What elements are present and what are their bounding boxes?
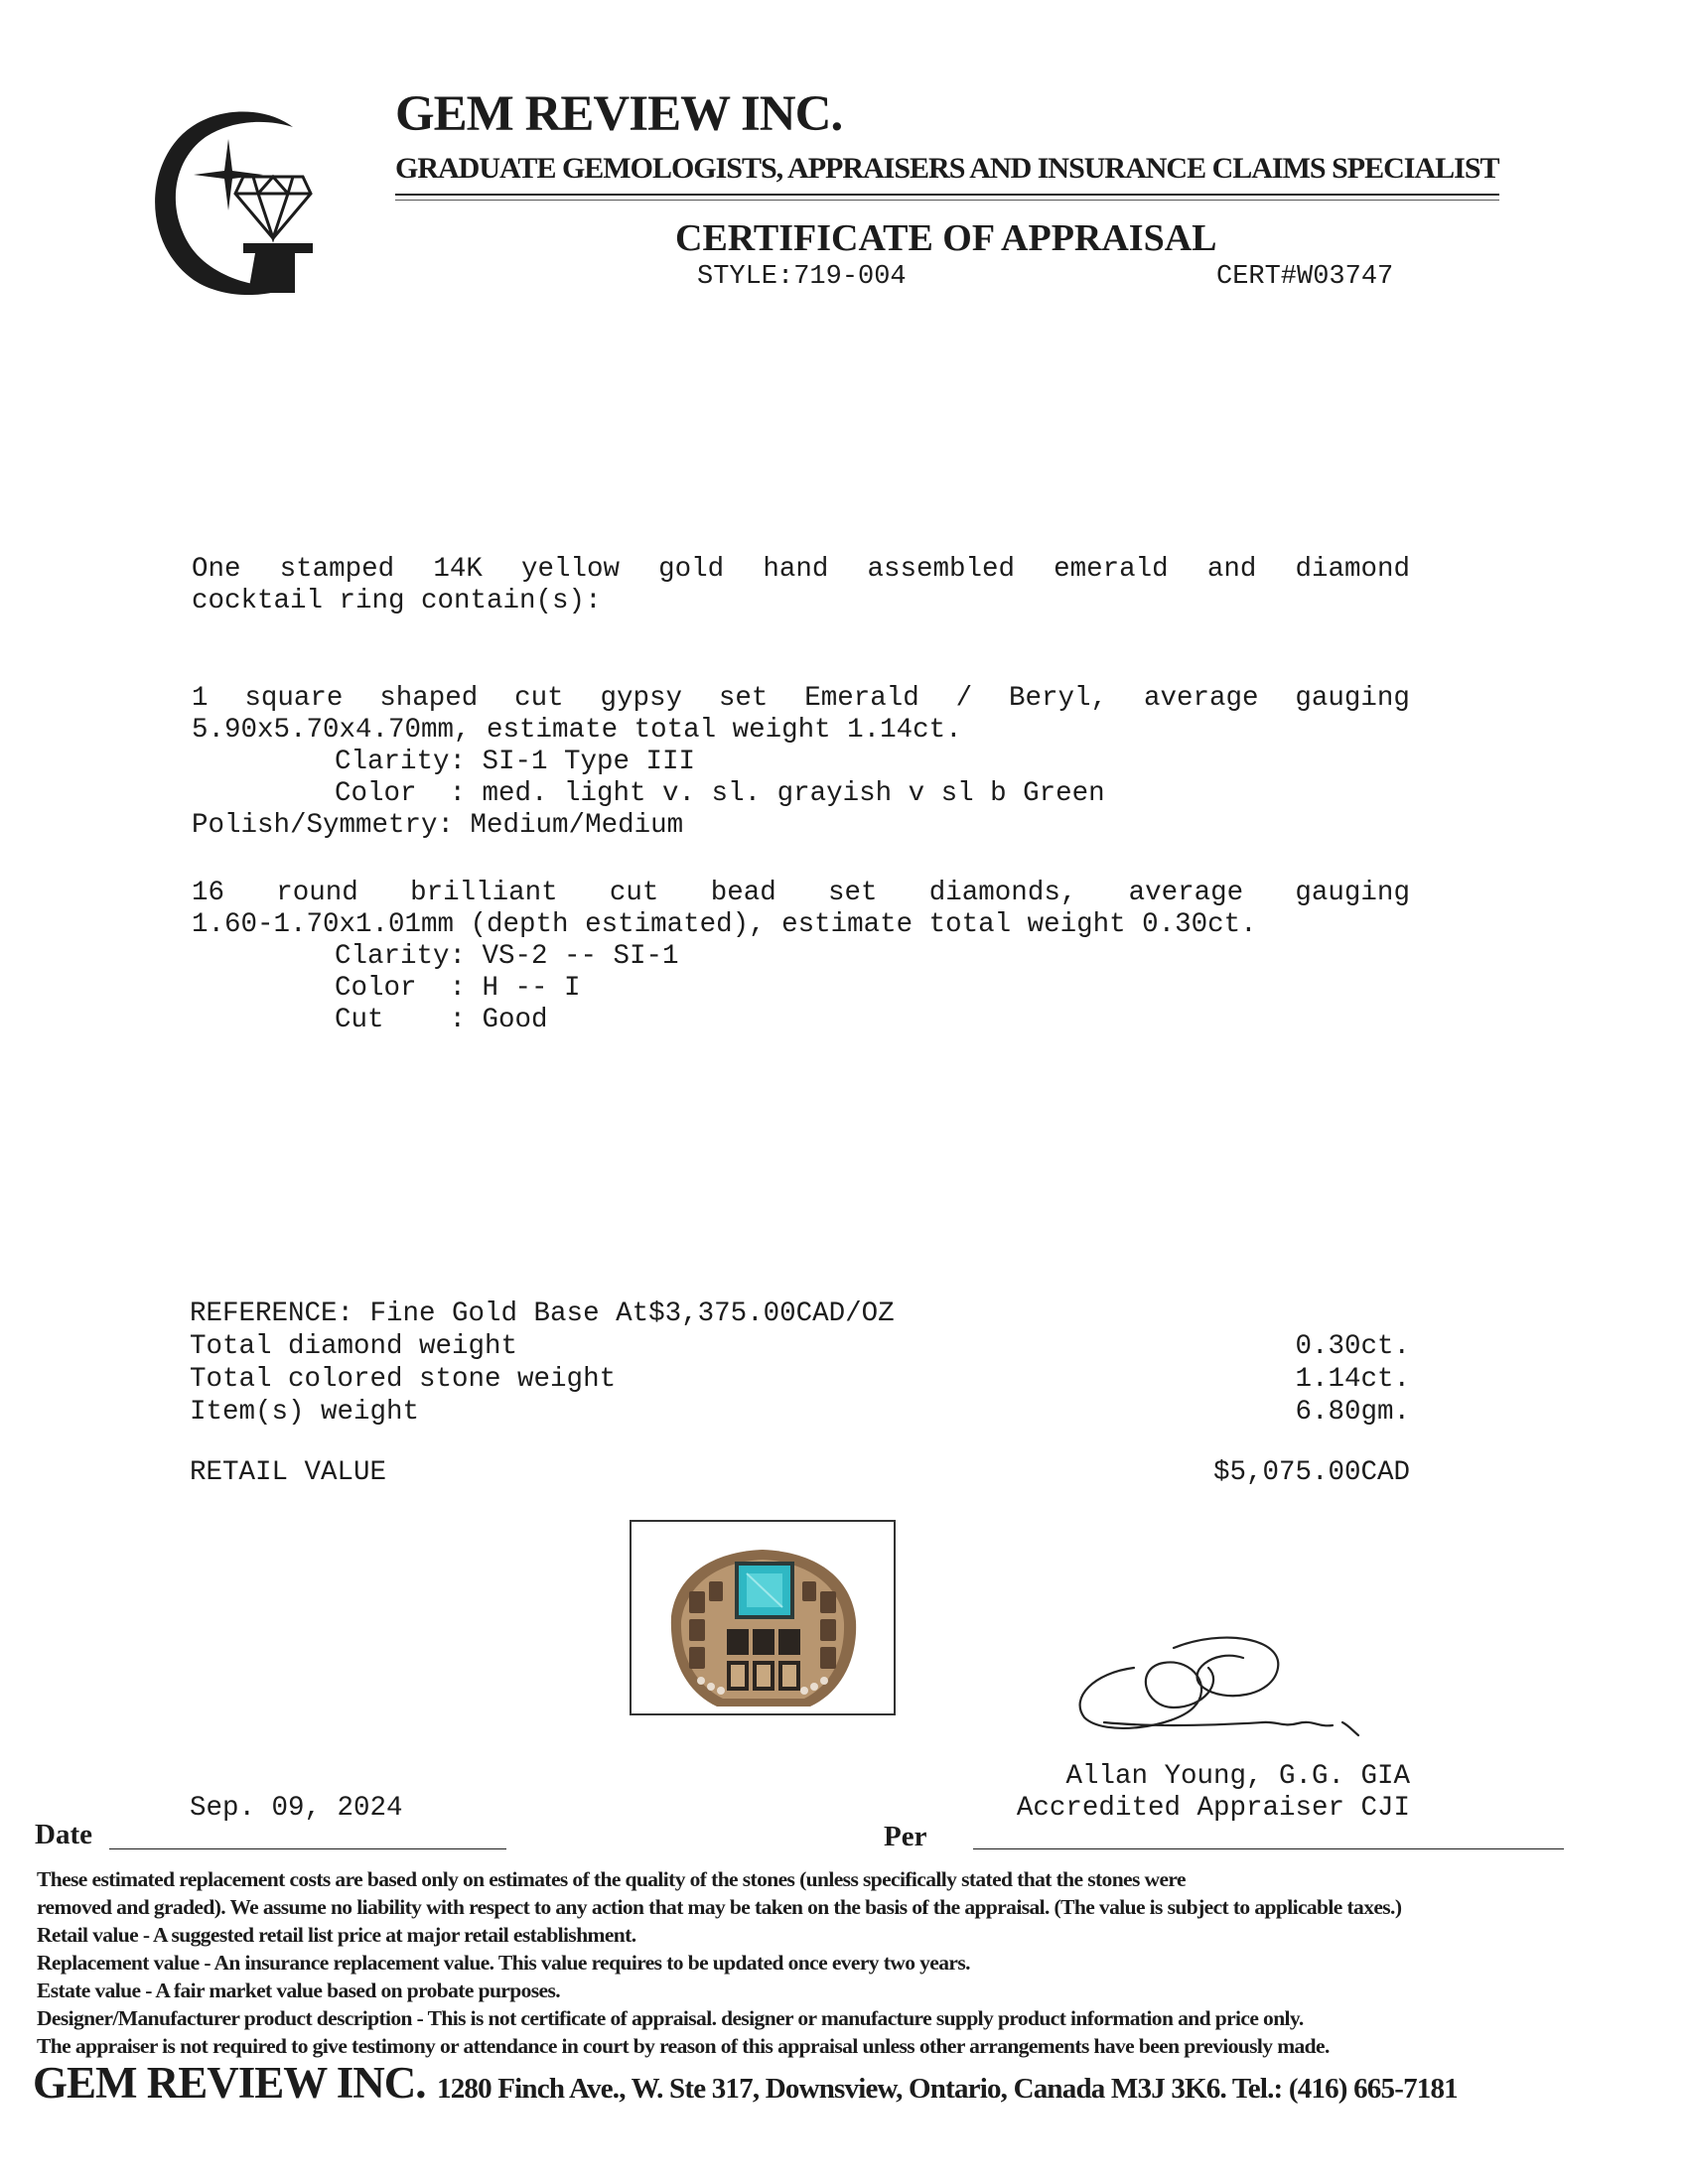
summary-label: Total colored stone weight [190, 1364, 617, 1395]
header-rule [395, 194, 1499, 196]
diamond-description-line: 1.60-1.70x1.01mm (depth estimated), estimate total weight 0.30ct. [192, 909, 1257, 940]
item-description-line [192, 556, 1410, 584]
disclaimer-line: removed and graded). We assume no liability with respect to any action that may be taken on the basis of the appraisal. (The value is subject to applicable taxes.) [37, 1895, 1402, 1919]
word: diamond [1295, 554, 1410, 585]
summary-value: 6.80gm. [1295, 1397, 1410, 1428]
item-description-line: cocktail ring contain(s): [192, 586, 602, 616]
emerald-polish: Polish/Symmetry: Medium/Medium [192, 810, 684, 841]
certificate-title: CERTIFICATE OF APPRAISAL [675, 217, 1217, 259]
word: One [192, 554, 241, 585]
retail-value: $5,075.00CAD [1212, 1457, 1410, 1488]
word: brilliant [410, 878, 558, 908]
footer-company: GEM REVIEW INC. [33, 2058, 426, 2108]
word: gauging [1295, 683, 1410, 714]
word: cut [609, 878, 659, 908]
word: gypsy [600, 683, 683, 714]
word: bead [710, 878, 776, 908]
summary-label: Total diamond weight [190, 1331, 518, 1362]
word: 14K [433, 554, 483, 585]
word: 16 [192, 878, 225, 908]
diamond-color: Color : H -- I [335, 973, 581, 1004]
word: / [955, 683, 973, 714]
word: Emerald [804, 683, 919, 714]
emerald-description-line [192, 685, 1410, 713]
ring-photo-icon [632, 1522, 894, 1713]
emerald-color: Color : med. light v. sl. grayish v sl b Green [335, 778, 1105, 809]
certificate-number: CERT#W03747 [1216, 262, 1394, 292]
summary-label: Item(s) weight [190, 1397, 420, 1428]
emerald-clarity: Clarity: SI-1 Type III [335, 747, 696, 777]
summary-value: 0.30ct. [1295, 1331, 1410, 1362]
appraiser-name: Allan Young, G.G. GIA [1065, 1761, 1410, 1792]
word: gold [658, 554, 725, 585]
appraisal-date: Sep. 09, 2024 [190, 1793, 403, 1824]
date-underline [109, 1848, 506, 1849]
emerald-description-line: 5.90x5.70x4.70mm, estimate total weight 1.14ct. [192, 715, 962, 746]
appraiser-title: Accredited Appraiser CJI [1016, 1793, 1410, 1824]
word: set [828, 878, 878, 908]
per-label: Per [884, 1821, 927, 1852]
ring-photo [630, 1520, 896, 1715]
retail-value-label: RETAIL VALUE [190, 1457, 387, 1488]
disclaimer-line: These estimated replacement costs are based only on estimates of the quality of the stones (unless specifically stated that the stones were [37, 1867, 1186, 1891]
style-number: STYLE:719-004 [697, 262, 907, 292]
summary-value: 1.14ct. [1295, 1364, 1410, 1395]
per-underline [973, 1848, 1564, 1849]
signature-icon [1064, 1628, 1382, 1747]
word: assembled [867, 554, 1015, 585]
word: shaped [379, 683, 479, 714]
gold-reference: REFERENCE: Fine Gold Base At$3,375.00CAD/OZ [190, 1298, 895, 1329]
word: 1 [192, 683, 209, 714]
word: round [276, 878, 358, 908]
word: yellow [520, 554, 621, 585]
gem-review-logo-icon [144, 99, 333, 298]
disclaimer-line: Retail value - A suggested retail list price at major retail establishment. [37, 1923, 636, 1947]
word: hand [763, 554, 829, 585]
diamond-description-line [192, 880, 1410, 907]
header-rule [395, 200, 1499, 201]
word: emerald [1054, 554, 1169, 585]
disclaimer-line: Designer/Manufacturer product description - This is not certificate of appraisal. designer or manufacture supply product information and price only. [37, 2006, 1304, 2030]
footer-address: 1280 Finch Ave., W. Ste 317, Downsview, Ontario, Canada M3J 3K6. Tel.: (416) 665-7181 [437, 2073, 1458, 2105]
word: square [244, 683, 344, 714]
word: gauging [1295, 878, 1410, 908]
word: set [718, 683, 769, 714]
word: average [1128, 878, 1244, 908]
word: stamped [279, 554, 395, 585]
word: cut [514, 683, 564, 714]
word: diamonds, [928, 878, 1077, 908]
date-label: Date [35, 1819, 92, 1850]
company-name: GEM REVIEW INC. [395, 86, 843, 142]
disclaimer-line: Replacement value - An insurance replacement value. This value requires to be updated once every two years. [37, 1951, 970, 1975]
word: average [1143, 683, 1259, 714]
disclaimer-line: The appraiser is not required to give testimony or attendance in court by reason of this appraisal unless other arrangements have been previously made. [37, 2034, 1330, 2058]
diamond-clarity: Clarity: VS-2 -- SI-1 [335, 941, 679, 972]
company-tagline: GRADUATE GEMOLOGISTS, APPRAISERS AND INSURANCE CLAIMS SPECIALIST [395, 152, 1499, 185]
disclaimer-line: Estate value - A fair market value based on probate purposes. [37, 1979, 560, 2002]
diamond-cut: Cut : Good [335, 1005, 548, 1035]
word: Beryl, [1009, 683, 1108, 714]
word: and [1206, 554, 1257, 585]
